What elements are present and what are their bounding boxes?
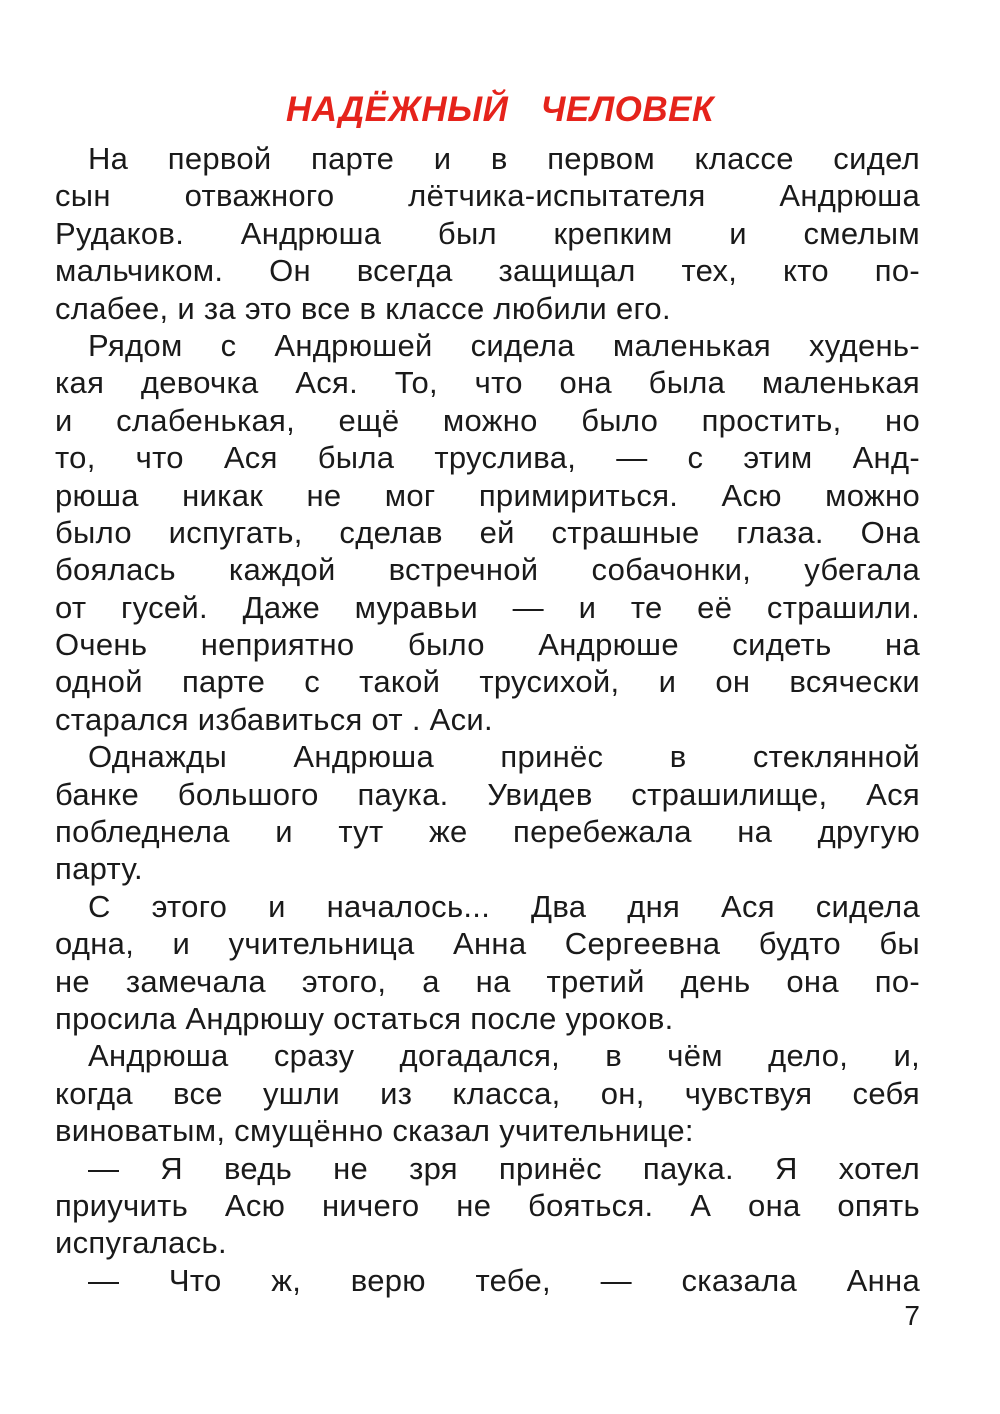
text-line: боялась каждой встречной собачонки, убегала — [55, 552, 920, 588]
text-line: Рядом с Андрюшей сидела маленькая худень- — [88, 327, 920, 363]
text-line: рюша никак не мог примириться. Асю можно — [55, 477, 920, 513]
text-line: одной парте с такой трусихой, и он всячески — [55, 664, 920, 700]
text-line: приучить Асю ничего не бояться. А она опять — [55, 1187, 920, 1223]
text-line: Очень неприятно было Андрюше сидеть на — [55, 627, 920, 663]
page-number: 7 — [904, 1300, 920, 1331]
paragraph-2 — [55, 327, 920, 738]
text-line: С этого и началось... Два дня Ася сидела — [88, 888, 920, 924]
text-line: банке большого паука. Увидев страшилище, Ася — [55, 776, 920, 812]
paragraph-1 — [55, 140, 920, 327]
paragraph-3 — [55, 738, 920, 888]
text-line: парту. — [55, 851, 143, 887]
text-line: испугалась. — [55, 1225, 227, 1261]
text-line: не замечала этого, а на третий день она по- — [55, 963, 920, 999]
text-line: то, что Ася была труслива, — с этим Анд- — [55, 440, 920, 476]
text-line: Рудаков. Андрюша был крепким и смелым — [55, 215, 920, 251]
text-line: просила Андрюшу остаться после уроков. — [55, 1000, 674, 1036]
text-line: мальчиком. Он всегда защищал тех, кто по- — [55, 253, 920, 289]
text-line: когда все ушли из класса, он, чувствуя себя — [55, 1075, 920, 1111]
text-line: побледнела и тут же перебежала на другую — [55, 814, 920, 850]
text-line: старался избавиться от . Аси. — [55, 701, 493, 737]
text-line: и слабенькая, ещё можно было простить, но — [55, 402, 920, 438]
story-text — [55, 140, 920, 1299]
story-title: НАДЁЖНЫЙ ЧЕЛОВЕК — [285, 90, 715, 129]
text-line: — Что ж, верю тебе, — сказала Анна — [88, 1262, 920, 1298]
text-line: виноватым, смущённо сказал учительнице: — [55, 1113, 694, 1149]
text-line: было испугать, сделав ей страшные глаза. Она — [55, 514, 920, 550]
text-line: одна, и учительница Анна Сергеевна будто бы — [55, 926, 920, 962]
paragraph-6 — [55, 1150, 920, 1262]
paragraph-4 — [55, 888, 920, 1038]
paragraph-7 — [55, 1262, 920, 1299]
text-line: — Я ведь не зря принёс паука. Я хотел — [88, 1150, 920, 1186]
text-line: кая девочка Ася. То, что она была маленькая — [55, 365, 920, 401]
text-line: Однажды Андрюша принёс в стеклянной — [88, 739, 920, 775]
paragraph-5 — [55, 1037, 920, 1149]
text-line: слабее, и за это все в классе любили его. — [55, 290, 671, 326]
text-line: сын отважного лётчика-испытателя Андрюша — [55, 178, 920, 214]
text-line: На первой парте и в первом классе сидел — [88, 141, 920, 176]
text-line: от гусей. Даже муравьи — и те её страшили. — [55, 589, 920, 625]
text-line: Андрюша сразу догадался, в чём дело, и, — [88, 1038, 920, 1074]
